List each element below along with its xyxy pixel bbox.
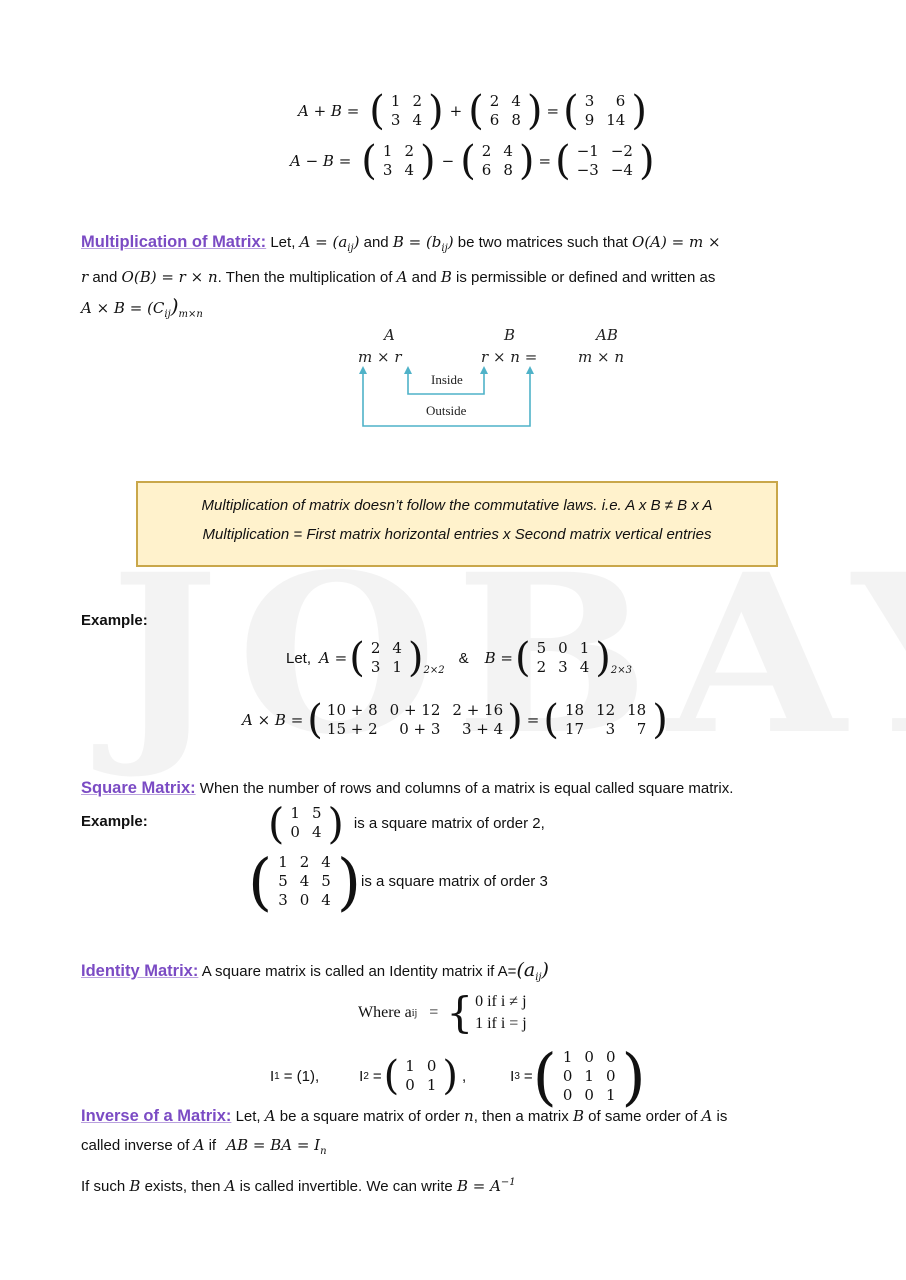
matrix-entry: 0 + 12: [389, 701, 441, 719]
matrix-entry: 2: [412, 92, 422, 110]
case-not-equal: 0 if i ≠ j: [475, 993, 527, 1010]
matrix-entry: 1: [278, 852, 288, 871]
matrix-entry: 0: [584, 1047, 594, 1066]
addition-lhs: A + B =: [298, 102, 360, 120]
addition-result-matrix: [579, 92, 632, 130]
matrix-row: [284, 823, 327, 842]
matrix-b-order: 2×3: [610, 664, 632, 676]
matrix-b-lhs: B =: [484, 649, 513, 667]
matrix-entry: 0 + 3: [399, 720, 441, 738]
math-text: (a: [516, 959, 536, 981]
i3-sub: 3: [514, 1070, 520, 1082]
matrix-entry: 4: [404, 161, 414, 179]
matrix-entry: 8: [503, 161, 513, 179]
math-text: O(A) = m ×: [632, 233, 721, 251]
square-example-order-3: ( 1 2 4 5 4 5 3 0 4 ) is a square matrix of order 3: [248, 844, 548, 918]
math-text: ): [541, 959, 549, 981]
math-text: A: [264, 1107, 276, 1125]
matrix-row: [284, 804, 327, 823]
text: , then a matrix: [473, 1108, 569, 1125]
matrix-row: [571, 161, 639, 180]
matrix-entry: 3: [605, 720, 616, 738]
matrix-row: [385, 92, 428, 111]
matrix-entry: 8: [511, 111, 521, 129]
left-brace: {: [446, 988, 474, 1037]
matrix-entry: 2: [536, 658, 547, 676]
i2-sub: 2: [363, 1070, 369, 1082]
matrix-row: [272, 853, 337, 872]
i1-sub: 1: [274, 1070, 280, 1082]
matrix-entry: 1: [584, 1066, 594, 1085]
diagram-dims-a: m × r: [358, 348, 402, 366]
matrix-row: [272, 872, 337, 891]
matrix-row: [377, 161, 420, 180]
example-definitions: Let, A = ( 2 4 3 1 ) $_{2\times 2}$ & B = ( 5 0 1 2 3 4 ) $_{2\times 3}$: [286, 635, 632, 681]
diagram-label-a: A: [384, 326, 395, 344]
matrix-row: [321, 701, 509, 720]
note-line-1: Multiplication of matrix doesn’t follow the commutative laws. i.e. A x B ≠ B x A: [201, 497, 713, 514]
matrix-entry: −4: [610, 161, 633, 179]
let-text: Let,: [286, 649, 312, 667]
product-result-matrix: [559, 701, 652, 739]
identity-matrix-heading: Identity Matrix:: [81, 962, 199, 980]
matrix-entry: 18: [627, 701, 647, 719]
subtraction-operator: −: [441, 152, 455, 170]
matrix-entry: 17: [564, 720, 585, 738]
i2-symbol: I: [359, 1067, 364, 1085]
matrix-entry: 4: [299, 871, 310, 890]
matrix-entry: 9: [584, 111, 595, 129]
matrix-row: [557, 1048, 622, 1067]
product-equals: =: [526, 711, 540, 729]
identity-matrix-definition: [81, 956, 549, 992]
square-matrix-text: When the number of rows and columns of a matrix is equal called square matrix.: [199, 780, 734, 797]
math-sub: ij: [347, 243, 354, 254]
addition-matrix-1: [385, 92, 428, 130]
math-sub: n: [320, 1146, 327, 1157]
subtraction-equals: =: [538, 152, 552, 170]
diagram-label-b: B: [504, 326, 516, 344]
matrix-row: [365, 658, 408, 677]
multiplication-section: [81, 228, 836, 329]
matrix-row: [365, 639, 408, 658]
matrix-row: [579, 111, 632, 130]
matrix-a-order: 2×2: [423, 664, 445, 676]
math-sub: ij: [535, 972, 542, 983]
matrix-entry: 14: [606, 111, 626, 129]
matrix-entry: 15 + 2: [326, 720, 378, 738]
text: called inverse of: [81, 1137, 190, 1154]
matrix-row: [557, 1067, 622, 1086]
text: Let,: [235, 1108, 261, 1125]
matrix-entry: 5: [278, 871, 288, 890]
identity-matrix-2: [399, 1057, 442, 1095]
matrix-entry: 0: [290, 823, 300, 841]
addition-operator: +: [449, 102, 463, 120]
where-sub: ij: [411, 1007, 418, 1019]
matrix-row: [484, 111, 527, 130]
subtraction-matrix-2: [476, 142, 519, 180]
math-text: ): [170, 294, 179, 318]
i2-comma: ,: [461, 1067, 467, 1085]
matrix-entry: 1: [290, 804, 300, 822]
where-equals: =: [429, 1004, 439, 1021]
math-text: O(B) = r × n: [121, 268, 218, 286]
matrix-row: [399, 1057, 442, 1076]
matrix-entry: 6: [489, 111, 500, 129]
matrix-entry: 4: [511, 92, 521, 110]
matrix-entry: −1: [576, 142, 599, 160]
matrix-entry: 1: [562, 1047, 573, 1066]
order-3-text: is a square matrix of order 3: [361, 872, 548, 890]
dimension-diagram: [350, 322, 650, 432]
text: is permissible or defined and written as: [456, 269, 716, 286]
matrix-entry: 10 + 8: [326, 701, 378, 719]
matrix-row: [579, 92, 632, 111]
matrix-entry: 5: [536, 639, 547, 657]
matrix-entry: 12: [596, 701, 616, 719]
multiplication-heading: Multiplication of Matrix:: [81, 233, 267, 251]
matrix-entry: 0: [584, 1085, 594, 1104]
diagram-inside-label: Inside: [431, 372, 463, 387]
text: be two matrices such that: [457, 234, 628, 251]
matrix-entry: 0: [605, 1047, 616, 1066]
square-matrix-heading: Square Matrix:: [81, 779, 196, 797]
matrix-entry: −3: [576, 161, 599, 179]
matrix-entry: 2: [481, 142, 492, 160]
matrix-entry: 0: [426, 1057, 437, 1075]
note-line-2: Multiplication = First matrix horizontal entries x Second matrix vertical entries: [202, 526, 712, 543]
text: if: [208, 1137, 217, 1154]
diagram-dims-ab: m × n: [578, 348, 624, 366]
matrix-entry: 4: [412, 111, 422, 129]
product-equation: A × B = ( 10 + 8 0 + 12 2 + 16 15 + 2 0 + 3 3 + 4 ) = ( 18 12 18 17 3 7 ): [242, 697, 668, 743]
text: is: [716, 1108, 728, 1125]
identity-examples: I 1 = (1), I 2 = ( 1 0 0 1 ) , I 3 = ( 1 0 0 0 1 0 0 0 1 ): [270, 1039, 646, 1113]
math-sub: m×n: [178, 309, 203, 320]
matrix-entry: 4: [503, 142, 513, 160]
matrix-row: [476, 161, 519, 180]
math-sub: ij: [441, 243, 448, 254]
ampersand: &: [458, 649, 469, 667]
subtraction-lhs: A − B =: [290, 152, 352, 170]
text: of same order of: [588, 1108, 698, 1125]
text: exists, then: [144, 1178, 221, 1195]
matrix-row: [476, 142, 519, 161]
matrix-entry: 4: [392, 639, 402, 657]
identity-case-definition: [358, 990, 527, 1036]
invertible-statement: [81, 1169, 516, 1201]
text: . Then the multiplication of: [217, 269, 393, 286]
matrix-entry: 3: [370, 658, 381, 676]
math-text: ): [447, 233, 454, 251]
matrix-entry: 0: [558, 639, 568, 657]
matrix-row: [272, 891, 337, 910]
matrix-entry: 2: [370, 639, 381, 657]
matrix-entry: 1: [382, 142, 393, 160]
square-example-order-2: ( 1 5 0 4 ) is a square matrix of order 2,: [268, 798, 545, 848]
arrow-head: [480, 366, 488, 374]
matrix-entry: 3: [584, 92, 595, 110]
subtraction-equation: A − B = ( 1 2 3 4 ) − ( 2 4 6 8 ) = ( −1 −2 −3 −4 ): [290, 138, 655, 184]
matrix-entry: 1: [579, 639, 590, 657]
square-example-label: Example:: [81, 813, 148, 830]
text: Let,: [270, 234, 296, 251]
matrix-entry: 0: [562, 1085, 573, 1104]
i1-symbol: I: [270, 1067, 275, 1085]
matrix-entry: 2: [404, 142, 414, 160]
matrix-entry: 2 + 16: [452, 701, 504, 719]
text: is called invertible. We can write: [239, 1178, 453, 1195]
matrix-entry: 0: [299, 890, 310, 909]
i2-equals: =: [372, 1067, 382, 1085]
case-equal: 1 if i = j: [475, 1015, 527, 1032]
matrix-entry: 2: [489, 92, 500, 110]
i3-equals: =: [523, 1067, 533, 1085]
addition-equals: =: [546, 102, 560, 120]
matrix-b: [531, 639, 596, 677]
matrix-entry: 1: [426, 1076, 437, 1094]
math-text: B = A: [456, 1177, 501, 1195]
math-text: AB = BA = I: [226, 1136, 321, 1154]
matrix-entry: 0: [405, 1076, 415, 1094]
identity-text: A square matrix is called an Identity matrix if A=: [201, 963, 517, 980]
arrow-head: [526, 366, 534, 374]
example-label: Example:: [81, 612, 148, 629]
matrix-a: [365, 639, 408, 677]
text: and: [411, 269, 437, 286]
matrix-row: [385, 111, 428, 130]
i3-symbol: I: [510, 1067, 515, 1085]
commutative-note-box: [136, 481, 778, 567]
matrix-entry: 3: [390, 111, 401, 129]
matrix-row: [377, 142, 420, 161]
matrix-row: [559, 701, 652, 720]
product-expansion-matrix: [321, 701, 509, 739]
matrix-entry: 7: [636, 720, 647, 738]
diagram-dims-b: r × n =: [481, 348, 538, 366]
inverse-matrix-heading: Inverse of a Matrix:: [81, 1107, 232, 1125]
where-text: Where a: [358, 1004, 412, 1021]
matrix-entry: 1: [605, 1085, 616, 1104]
matrix-entry: 4: [311, 823, 322, 841]
math-text: ): [353, 233, 360, 251]
text: and: [363, 234, 389, 251]
matrix-row: [399, 1076, 442, 1095]
matrix-entry: 1: [392, 658, 402, 676]
matrix-entry: 3: [382, 161, 393, 179]
square-matrix-2x2: [284, 804, 327, 842]
matrix-entry: 1: [390, 92, 401, 110]
text: and: [92, 269, 118, 286]
math-sub: ij: [164, 309, 171, 320]
matrix-row: [484, 92, 527, 111]
math-text: r: [81, 268, 89, 286]
math-text: B: [129, 1177, 141, 1195]
math-text: B: [572, 1107, 584, 1125]
arrow-head: [404, 366, 412, 374]
inverse-matrix-definition: [81, 1102, 836, 1166]
math-text: A × B = (C: [81, 299, 165, 317]
matrix-row: [531, 639, 596, 658]
order-2-text: is a square matrix of order 2,: [353, 814, 545, 832]
diagram-outside-label: Outside: [426, 403, 467, 418]
matrix-entry: −2: [610, 142, 633, 160]
matrix-row: [559, 720, 652, 739]
matrix-entry: 2: [299, 852, 310, 871]
matrix-entry: 0: [562, 1066, 573, 1085]
matrix-a-lhs: A =: [319, 649, 348, 667]
matrix-entry: 3: [278, 890, 288, 909]
math-text: A: [396, 268, 408, 286]
subtraction-matrix-1: [377, 142, 420, 180]
square-matrix-3x3: [272, 853, 337, 910]
math-sup: −1: [500, 1177, 516, 1188]
matrix-row: [321, 720, 509, 739]
matrix-entry: 4: [579, 658, 590, 676]
square-matrix-definition: [81, 774, 733, 803]
subtraction-result-matrix: [571, 142, 639, 180]
matrix-entry: 5: [321, 871, 331, 890]
text: be a square matrix of order: [279, 1108, 460, 1125]
math-text: A: [701, 1107, 713, 1125]
math-text: B = (b: [392, 233, 442, 251]
matrix-entry: 0: [605, 1066, 616, 1085]
matrix-entry: 3: [558, 658, 568, 676]
matrix-entry: 4: [321, 890, 331, 909]
matrix-row: [571, 142, 639, 161]
addition-matrix-2: [484, 92, 527, 130]
matrix-entry: 3 + 4: [461, 720, 504, 738]
matrix-entry: 6: [481, 161, 492, 179]
math-text: A = (a: [299, 233, 348, 251]
diagram-label-ab: AB: [596, 326, 618, 344]
identity-matrix-3: [557, 1048, 622, 1105]
i1-value: = (1),: [283, 1067, 320, 1085]
matrix-entry: 5: [311, 804, 322, 822]
arrow-head: [359, 366, 367, 374]
math-text: A: [224, 1177, 236, 1195]
matrix-entry: 18: [564, 701, 585, 719]
matrix-entry: 4: [321, 852, 331, 871]
matrix-entry: 1: [405, 1057, 415, 1075]
matrix-row: [531, 658, 596, 677]
math-text: A: [193, 1136, 205, 1154]
math-text: B: [440, 268, 452, 286]
matrix-entry: 6: [615, 92, 626, 110]
math-text: n: [464, 1107, 474, 1125]
product-lhs: A × B =: [242, 711, 304, 729]
text: If such: [81, 1178, 126, 1195]
addition-equation: A + B = ( 1 2 3 4 ) + ( 2 4 6 8 ) = ( 3 6 9 14 ): [298, 88, 647, 134]
